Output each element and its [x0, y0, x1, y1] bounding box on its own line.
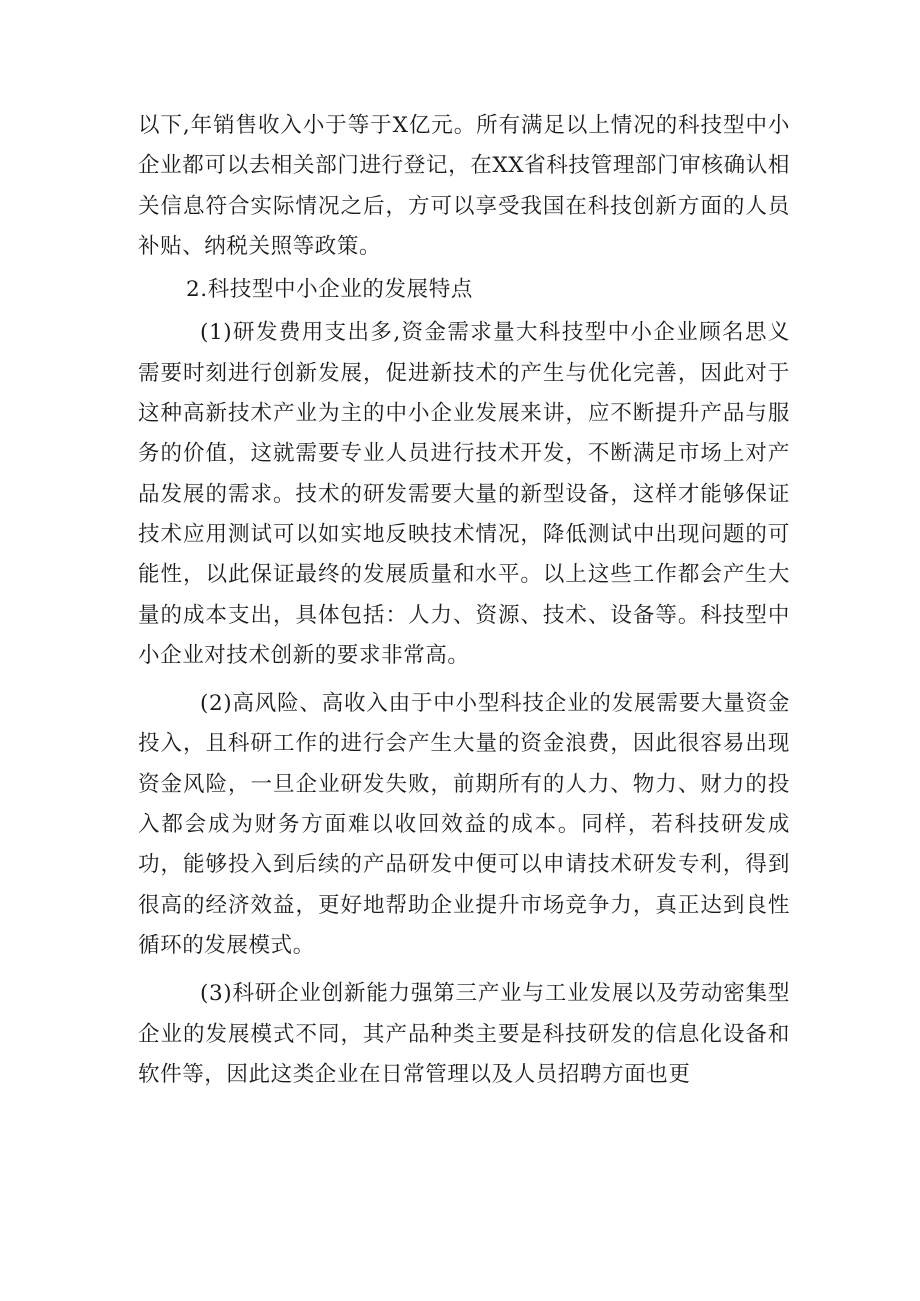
paragraph-item-3: (3)科研企业创新能力强第三产业与工业发展以及劳动密集型企业的发展模式不同，其产品种类主要是科技研发的信息化设备和软件等，因此这类企业在日常管理以及人员招聘方面也更: [138, 981, 790, 1087]
document-page: [138, 106, 790, 1095]
paragraph-item-1: (1)研发费用支出多,资金需求量大科技型中小企业顾名思义需要时刻进行创新发展，促进新技术的产生与优化完善，因此对于这种高新技术产业为主的中小企业发展来讲，应不断提升产品与服务的价值，这就需要专业人员进行技术开发，不断满足市场上对产品发展的需求。技术的研发需要大量的新型设备，这样才能够保证技术应用测试可以如实地反映技术情况，降低测试中出现问题的可能性，以此保证最终的发展质量和水平。以上这些工作都会产生大量的成本支出，具体包括：人力、资源、技术、设备等。科技型中小企业对技术创新的要求非常高。: [138, 320, 790, 668]
paragraph-item-2: (2)高风险、高收入由于中小型科技企业的发展需要大量资金投入，且科研工作的进行会产生大量的资金浪费，因此很容易出现资金风险，一旦企业研发失败，前期所有的人力、物力、财力的投入都会成为财务方面难以收回效益的成本。同样，若科技研发成功，能够投入到后续的产品研发中便可以申请技术研发专利，得到很高的经济效益，更好地帮助企业提升市场竞争力，真正达到良性循环的发展模式。: [138, 691, 790, 958]
section-heading: 2.科技型中小企业的发展特点: [186, 277, 473, 303]
paragraph-intro-continuation: 以下,年销售收入小于等于X亿元。所有满足以上情况的科技型中小企业都可以去相关部门进行登记，在XX省科技管理部门审核确认相关信息符合实际情况之后，方可以享受我国在科技创新方面的人员补贴、纳税关照等政策。: [138, 113, 790, 259]
